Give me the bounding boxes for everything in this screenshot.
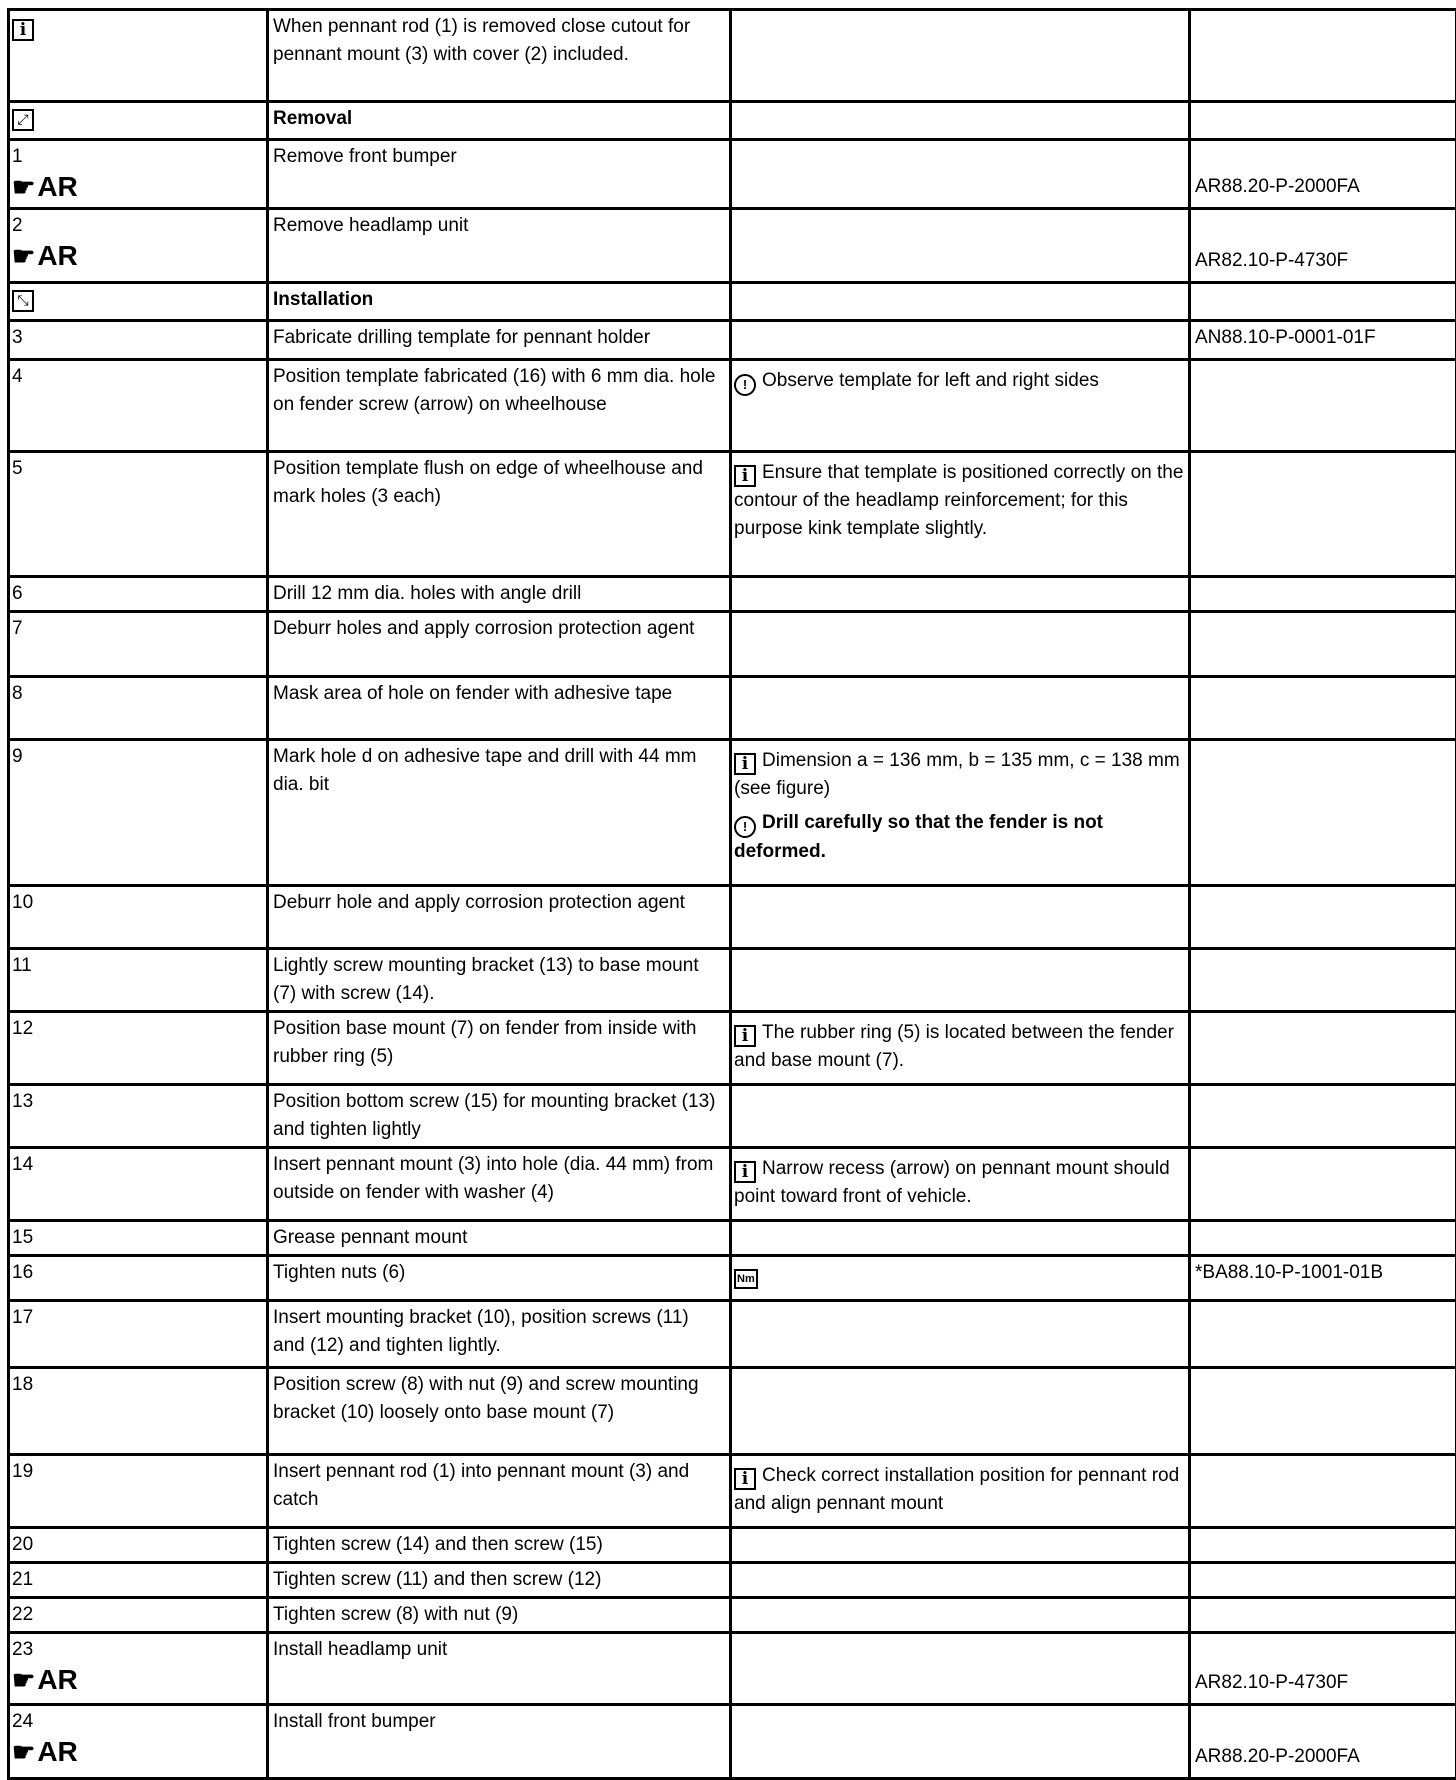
reference-cell [1190, 1368, 1456, 1455]
table-row [9, 1256, 1456, 1301]
installation-icon: ⤡ [12, 290, 34, 312]
step-number: 10 [12, 892, 33, 913]
step-cell [9, 1085, 268, 1148]
ar-reference-link[interactable] [12, 171, 262, 203]
table-row [9, 577, 1456, 612]
note-cell [731, 1598, 1190, 1633]
step-description: Grease pennant mount [268, 1221, 731, 1256]
pointing-hand-icon: ☛ [12, 172, 35, 202]
step-description: Install front bumper [268, 1705, 731, 1779]
pointing-hand-icon: ☛ [12, 1665, 35, 1695]
table-row [9, 1368, 1456, 1455]
reference-cell [1190, 1455, 1456, 1528]
step-number: 9 [12, 746, 23, 767]
note [734, 1155, 1184, 1211]
step-cell [9, 1368, 268, 1455]
note-cell [731, 1012, 1190, 1085]
pointing-hand-icon: ☛ [12, 241, 35, 271]
step-cell [9, 886, 268, 949]
step-description: Position screw (8) with nut (9) and screw mounting bracket (10) loosely onto base mount (7) [268, 1368, 731, 1455]
step-description: Position template fabricated (16) with 6 mm dia. hole on fender screw (arrow) on wheelhouse [268, 360, 731, 452]
step-cell [9, 283, 268, 321]
table-row [9, 1563, 1456, 1598]
step-description: Fabricate drilling template for pennant holder [268, 321, 731, 360]
reference-cell [1190, 577, 1456, 612]
note-cell [731, 1563, 1190, 1598]
note-cell [731, 283, 1190, 321]
reference-cell [1190, 740, 1456, 886]
step-cell [9, 1301, 268, 1368]
reference-cell [1190, 1221, 1456, 1256]
step-description: Insert pennant rod (1) into pennant mount (3) and catch [268, 1455, 731, 1528]
section-heading: Installation [268, 283, 731, 321]
document-reference-link[interactable]: AR82.10-P-4730F [1195, 250, 1348, 271]
note [734, 1263, 1184, 1291]
note [734, 367, 1184, 396]
reference-cell [1190, 1528, 1456, 1563]
note-text: Dimension a = 136 mm, b = 135 mm, c = 138 mm (see figure) [734, 750, 1180, 799]
reference-cell [1190, 1148, 1456, 1221]
table-row [9, 1148, 1456, 1221]
reference-cell[interactable] [1190, 140, 1456, 209]
table-row [9, 1705, 1456, 1779]
note-text: Check correct installation position for pennant rod and align pennant mount [734, 1465, 1179, 1514]
step-number: 16 [12, 1262, 33, 1283]
reference-cell [1190, 949, 1456, 1012]
note-cell [731, 10, 1190, 102]
document-reference-link[interactable]: *BA88.10-P-1001-01B [1195, 1262, 1383, 1283]
step-number: 3 [12, 327, 23, 348]
step-description: Position base mount (7) on fender from inside with rubber ring (5) [268, 1012, 731, 1085]
step-cell [9, 1598, 268, 1633]
reference-cell [1190, 1012, 1456, 1085]
info-icon: i [734, 1161, 756, 1183]
reference-cell [1190, 102, 1456, 140]
table-row [9, 321, 1456, 360]
note-cell [731, 1368, 1190, 1455]
step-number: 7 [12, 618, 23, 639]
note-text: Drill carefully so that the fender is not deformed. [734, 812, 1103, 862]
step-number: 17 [12, 1307, 33, 1328]
note [734, 747, 1184, 803]
step-cell [9, 1563, 268, 1598]
table-row [9, 283, 1456, 321]
step-cell [9, 1633, 268, 1705]
note-cell [731, 209, 1190, 283]
step-description: Deburr hole and apply corrosion protection agent [268, 886, 731, 949]
step-number: 4 [12, 366, 23, 387]
step-description: Insert pennant mount (3) into hole (dia. 44 mm) from outside on fender with washer (4) [268, 1148, 731, 1221]
section-heading: Removal [268, 102, 731, 140]
warning-icon: ! [734, 816, 756, 838]
step-cell [9, 102, 268, 140]
note-cell [731, 102, 1190, 140]
ar-label: AR [37, 240, 77, 271]
note [734, 809, 1184, 866]
table-row [9, 452, 1456, 577]
document-reference-link[interactable]: AN88.10-P-0001-01F [1195, 327, 1376, 348]
table-row [9, 740, 1456, 886]
info-icon: i [734, 465, 756, 487]
note-cell [731, 321, 1190, 360]
step-number: 2 [12, 215, 23, 236]
table-row [9, 677, 1456, 740]
note-cell [731, 140, 1190, 209]
reference-cell [1190, 283, 1456, 321]
step-description: Position bottom screw (15) for mounting bracket (13) and tighten lightly [268, 1085, 731, 1148]
table-row [9, 10, 1456, 102]
table-row [9, 1598, 1456, 1633]
reference-cell[interactable] [1190, 1256, 1456, 1301]
table-row [9, 209, 1456, 283]
removal-icon: ⤢ [12, 109, 34, 131]
note-cell [731, 1705, 1190, 1779]
reference-cell[interactable] [1190, 321, 1456, 360]
step-number: 8 [12, 683, 23, 704]
step-description: Insert mounting bracket (10), position screws (11) and (12) and tighten lightly. [268, 1301, 731, 1368]
reference-cell [1190, 10, 1456, 102]
step-number: 13 [12, 1091, 33, 1112]
note-cell [731, 1221, 1190, 1256]
note-cell [731, 949, 1190, 1012]
step-description: Mark hole d on adhesive tape and drill with 44 mm dia. bit [268, 740, 731, 886]
table-row [9, 949, 1456, 1012]
step-cell [9, 1528, 268, 1563]
step-cell [9, 577, 268, 612]
reference-cell [1190, 886, 1456, 949]
step-number: 23 [12, 1639, 33, 1660]
step-description: Tighten screw (11) and then screw (12) [268, 1563, 731, 1598]
table-row [9, 886, 1456, 949]
reference-cell [1190, 612, 1456, 677]
step-description: When pennant rod (1) is removed close cutout for pennant mount (3) with cover (2) included. [268, 10, 731, 102]
step-number: 22 [12, 1604, 33, 1625]
note-text: Ensure that template is positioned correctly on the contour of the headlamp reinforcement; for this purpose kink template slightly. [734, 462, 1183, 539]
note-cell [731, 1301, 1190, 1368]
table-row [9, 1633, 1456, 1705]
ar-label: AR [37, 1736, 77, 1767]
table-row [9, 140, 1456, 209]
step-description: Remove front bumper [268, 140, 731, 209]
step-number: 12 [12, 1018, 33, 1039]
torque-icon[interactable]: Nm [734, 1269, 758, 1289]
step-description: Tighten screw (8) with nut (9) [268, 1598, 731, 1633]
step-number: 14 [12, 1154, 33, 1175]
step-description: Lightly screw mounting bracket (13) to base mount (7) with screw (14). [268, 949, 731, 1012]
step-description: Deburr holes and apply corrosion protection agent [268, 612, 731, 677]
step-number: 24 [12, 1711, 33, 1732]
document-reference-link[interactable]: AR88.20-P-2000FA [1195, 1746, 1360, 1767]
step-number: 21 [12, 1569, 33, 1590]
note-cell [731, 1528, 1190, 1563]
note [734, 459, 1184, 543]
ar-label: AR [37, 171, 77, 202]
step-description: Tighten nuts (6) [268, 1256, 731, 1301]
step-cell [9, 612, 268, 677]
step-cell [9, 140, 268, 209]
step-number: 15 [12, 1227, 33, 1248]
step-number: 11 [12, 955, 32, 976]
ar-reference-link[interactable] [12, 1736, 262, 1768]
note-cell [731, 1148, 1190, 1221]
note [734, 1019, 1184, 1075]
note-cell [731, 1085, 1190, 1148]
step-cell [9, 209, 268, 283]
note [734, 1462, 1184, 1518]
note-cell [731, 360, 1190, 452]
step-description: Drill 12 mm dia. holes with angle drill [268, 577, 731, 612]
table-row [9, 1455, 1456, 1528]
reference-cell[interactable] [1190, 209, 1456, 283]
warning-icon: ! [734, 374, 756, 396]
reference-cell [1190, 452, 1456, 577]
step-description: Mask area of hole on fender with adhesive tape [268, 677, 731, 740]
step-cell [9, 360, 268, 452]
reference-cell [1190, 1598, 1456, 1633]
step-description: Remove headlamp unit [268, 209, 731, 283]
document-reference-link[interactable]: AR88.20-P-2000FA [1195, 176, 1360, 197]
reference-cell [1190, 1563, 1456, 1598]
note-cell [731, 1455, 1190, 1528]
info-icon: i [734, 1025, 756, 1047]
note-cell [731, 677, 1190, 740]
step-number: 20 [12, 1534, 33, 1555]
table-row [9, 102, 1456, 140]
reference-cell [1190, 360, 1456, 452]
reference-cell[interactable] [1190, 1633, 1456, 1705]
step-cell [9, 1012, 268, 1085]
step-cell [9, 677, 268, 740]
table-row [9, 360, 1456, 452]
step-cell [9, 452, 268, 577]
procedure-table [7, 8, 1456, 1780]
pointing-hand-icon: ☛ [12, 1737, 35, 1767]
step-cell [9, 321, 268, 360]
note-cell [731, 1256, 1190, 1301]
note-cell [731, 612, 1190, 677]
table-row [9, 1085, 1456, 1148]
step-cell [9, 1221, 268, 1256]
step-number: 1 [12, 146, 23, 167]
reference-cell [1190, 1301, 1456, 1368]
step-cell [9, 1256, 268, 1301]
table-row [9, 1012, 1456, 1085]
note-text: Narrow recess (arrow) on pennant mount should point toward front of vehicle. [734, 1158, 1170, 1207]
ar-reference-link[interactable] [12, 1664, 262, 1696]
table-row [9, 1528, 1456, 1563]
table-row [9, 612, 1456, 677]
note-text: Observe template for left and right sides [762, 370, 1099, 391]
table-row [9, 1221, 1456, 1256]
note-text: The rubber ring (5) is located between the fender and base mount (7). [734, 1022, 1174, 1071]
step-cell [9, 949, 268, 1012]
note-cell [731, 1633, 1190, 1705]
reference-cell [1190, 1085, 1456, 1148]
step-cell [9, 1705, 268, 1779]
step-cell [9, 10, 268, 102]
note-cell [731, 577, 1190, 612]
info-icon: i [12, 19, 34, 41]
step-description: Install headlamp unit [268, 1633, 731, 1705]
step-description: Position template flush on edge of wheelhouse and mark holes (3 each) [268, 452, 731, 577]
step-number: 19 [12, 1461, 33, 1482]
note-cell [731, 740, 1190, 886]
step-cell [9, 740, 268, 886]
info-icon: i [734, 1468, 756, 1490]
note-cell [731, 452, 1190, 577]
step-cell [9, 1148, 268, 1221]
step-description: Tighten screw (14) and then screw (15) [268, 1528, 731, 1563]
info-icon: i [734, 753, 756, 775]
step-number: 18 [12, 1374, 33, 1395]
reference-cell[interactable] [1190, 1705, 1456, 1779]
document-reference-link[interactable]: AR82.10-P-4730F [1195, 1672, 1348, 1693]
ar-reference-link[interactable] [12, 240, 262, 272]
step-number: 5 [12, 458, 23, 479]
step-number: 6 [12, 583, 23, 604]
step-cell [9, 1455, 268, 1528]
note-cell [731, 886, 1190, 949]
ar-label: AR [37, 1664, 77, 1695]
reference-cell [1190, 677, 1456, 740]
table-row [9, 1301, 1456, 1368]
